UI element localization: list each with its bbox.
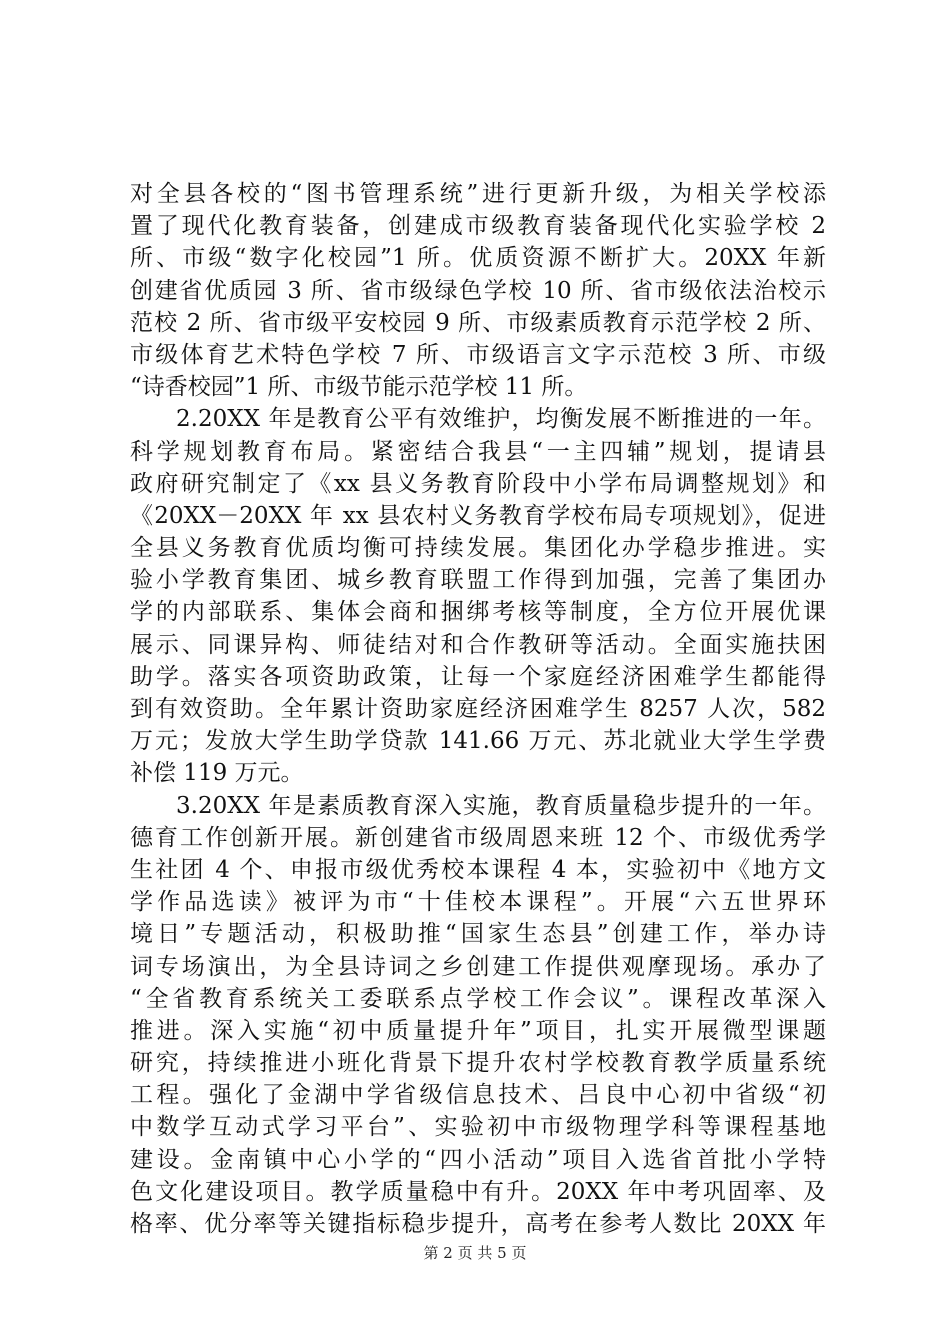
text-line: “诗香校园”1 所、市级节能示范学校 11 所。 [130, 374, 588, 401]
text-line: 工程。强化了金湖中学省级信息技术、吕良中心初中省级“初 [130, 1082, 826, 1109]
text-line: 创建省优质园 3 所、省市级绿色学校 10 所、省市级依法治校示 [130, 277, 826, 304]
text-line: 展示、同课异构、师徒结对和合作教研等活动。全面实施扶困 [130, 631, 826, 658]
text-line: 科学规划教育布局。紧密结合我县“一主四辅”规划，提请县 [130, 438, 826, 465]
text-line: 《20XX－20XX 年 xx 县农村义务教育学校布局专项规划》，促进 [130, 502, 826, 529]
text-line: 到有效资助。全年累计资助家庭经济困难学生 8257 人次，582 [130, 696, 826, 722]
text-line: 验小学教育集团、城乡教育联盟工作得到加强，完善了集团办 [130, 567, 826, 594]
text-line: 中数学互动式学习平台”、实验初中市级物理学科等课程基地 [130, 1114, 826, 1141]
text-line: 全县义务教育优质均衡可持续发展。集团化办学稳步推进。实 [130, 535, 826, 562]
text-line: 推进。深入实施“初中质量提升年”项目，扎实开展微型课题 [130, 1017, 826, 1044]
text-line: 学的内部联系、集体会商和捆绑考核等制度，全方位开展优课 [130, 599, 826, 626]
text-line: 境日”专题活动，积极助推“国家生态县”创建工作，举办诗 [130, 921, 826, 948]
text-line: 置了现代化教育装备，创建成市级教育装备现代化实验学校 2 [130, 213, 826, 240]
text-line: “全省教育系统关工委联系点学校工作会议”。课程改革深入 [130, 985, 826, 1012]
text-line: 格率、优分率等关键指标稳步提升，高考在参考人数比 20XX 年 [130, 1211, 826, 1237]
page-number-footer: 第 2 页 共 5 页 [423, 1244, 527, 1262]
text-line: 生社团 4 个、申报市级优秀校本课程 4 本，实验初中《地方文 [130, 856, 826, 883]
text-line: 学作品选读》被评为市“十佳校本课程”。开展“六五世界环 [130, 889, 826, 916]
text-line: 研究，持续推进小班化背景下提升农村学校教育教学质量系统 [130, 1050, 826, 1077]
text-line: 建设。金南镇中心小学的“四小活动”项目入选省首批小学特 [130, 1146, 826, 1173]
text-line: 词专场演出，为全县诗词之乡创建工作提供观摩现场。承办了 [130, 953, 826, 980]
text-line: 对全县各校的“图书管理系统”进行更新升级，为相关学校添 [130, 181, 826, 207]
document-body [130, 178, 826, 1240]
text-line: 补偿 119 万元。 [130, 760, 304, 787]
paragraph-start-line: 3.20XX 年是素质教育深入实施，教育质量稳步提升的一年。 [176, 792, 826, 819]
text-line: 所、市级“数字化校园”1 所。优质资源不断扩大。20XX 年新 [130, 245, 826, 272]
paragraph-start-line: 2.20XX 年是教育公平有效维护，均衡发展不断推进的一年。 [176, 406, 826, 433]
text-line: 色文化建设项目。教学质量稳中有升。20XX 年中考巩固率、及 [130, 1178, 826, 1205]
text-line: 万元；发放大学生助学贷款 141.66 万元、苏北就业大学生学费 [130, 728, 826, 755]
text-line: 市级体育艺术特色学校 7 所、市级语言文字示范校 3 所、市级 [130, 341, 826, 368]
text-line: 范校 2 所、省市级平安校园 9 所、市级素质教育示范学校 2 所、 [130, 309, 826, 336]
text-line: 政府研究制定了《xx 县义务教育阶段中小学布局调整规划》和 [130, 470, 826, 497]
text-line: 德育工作创新开展。新创建省市级周恩来班 12 个、市级优秀学 [130, 824, 826, 851]
text-line: 助学。落实各项资助政策，让每一个家庭经济困难学生都能得 [130, 663, 826, 690]
